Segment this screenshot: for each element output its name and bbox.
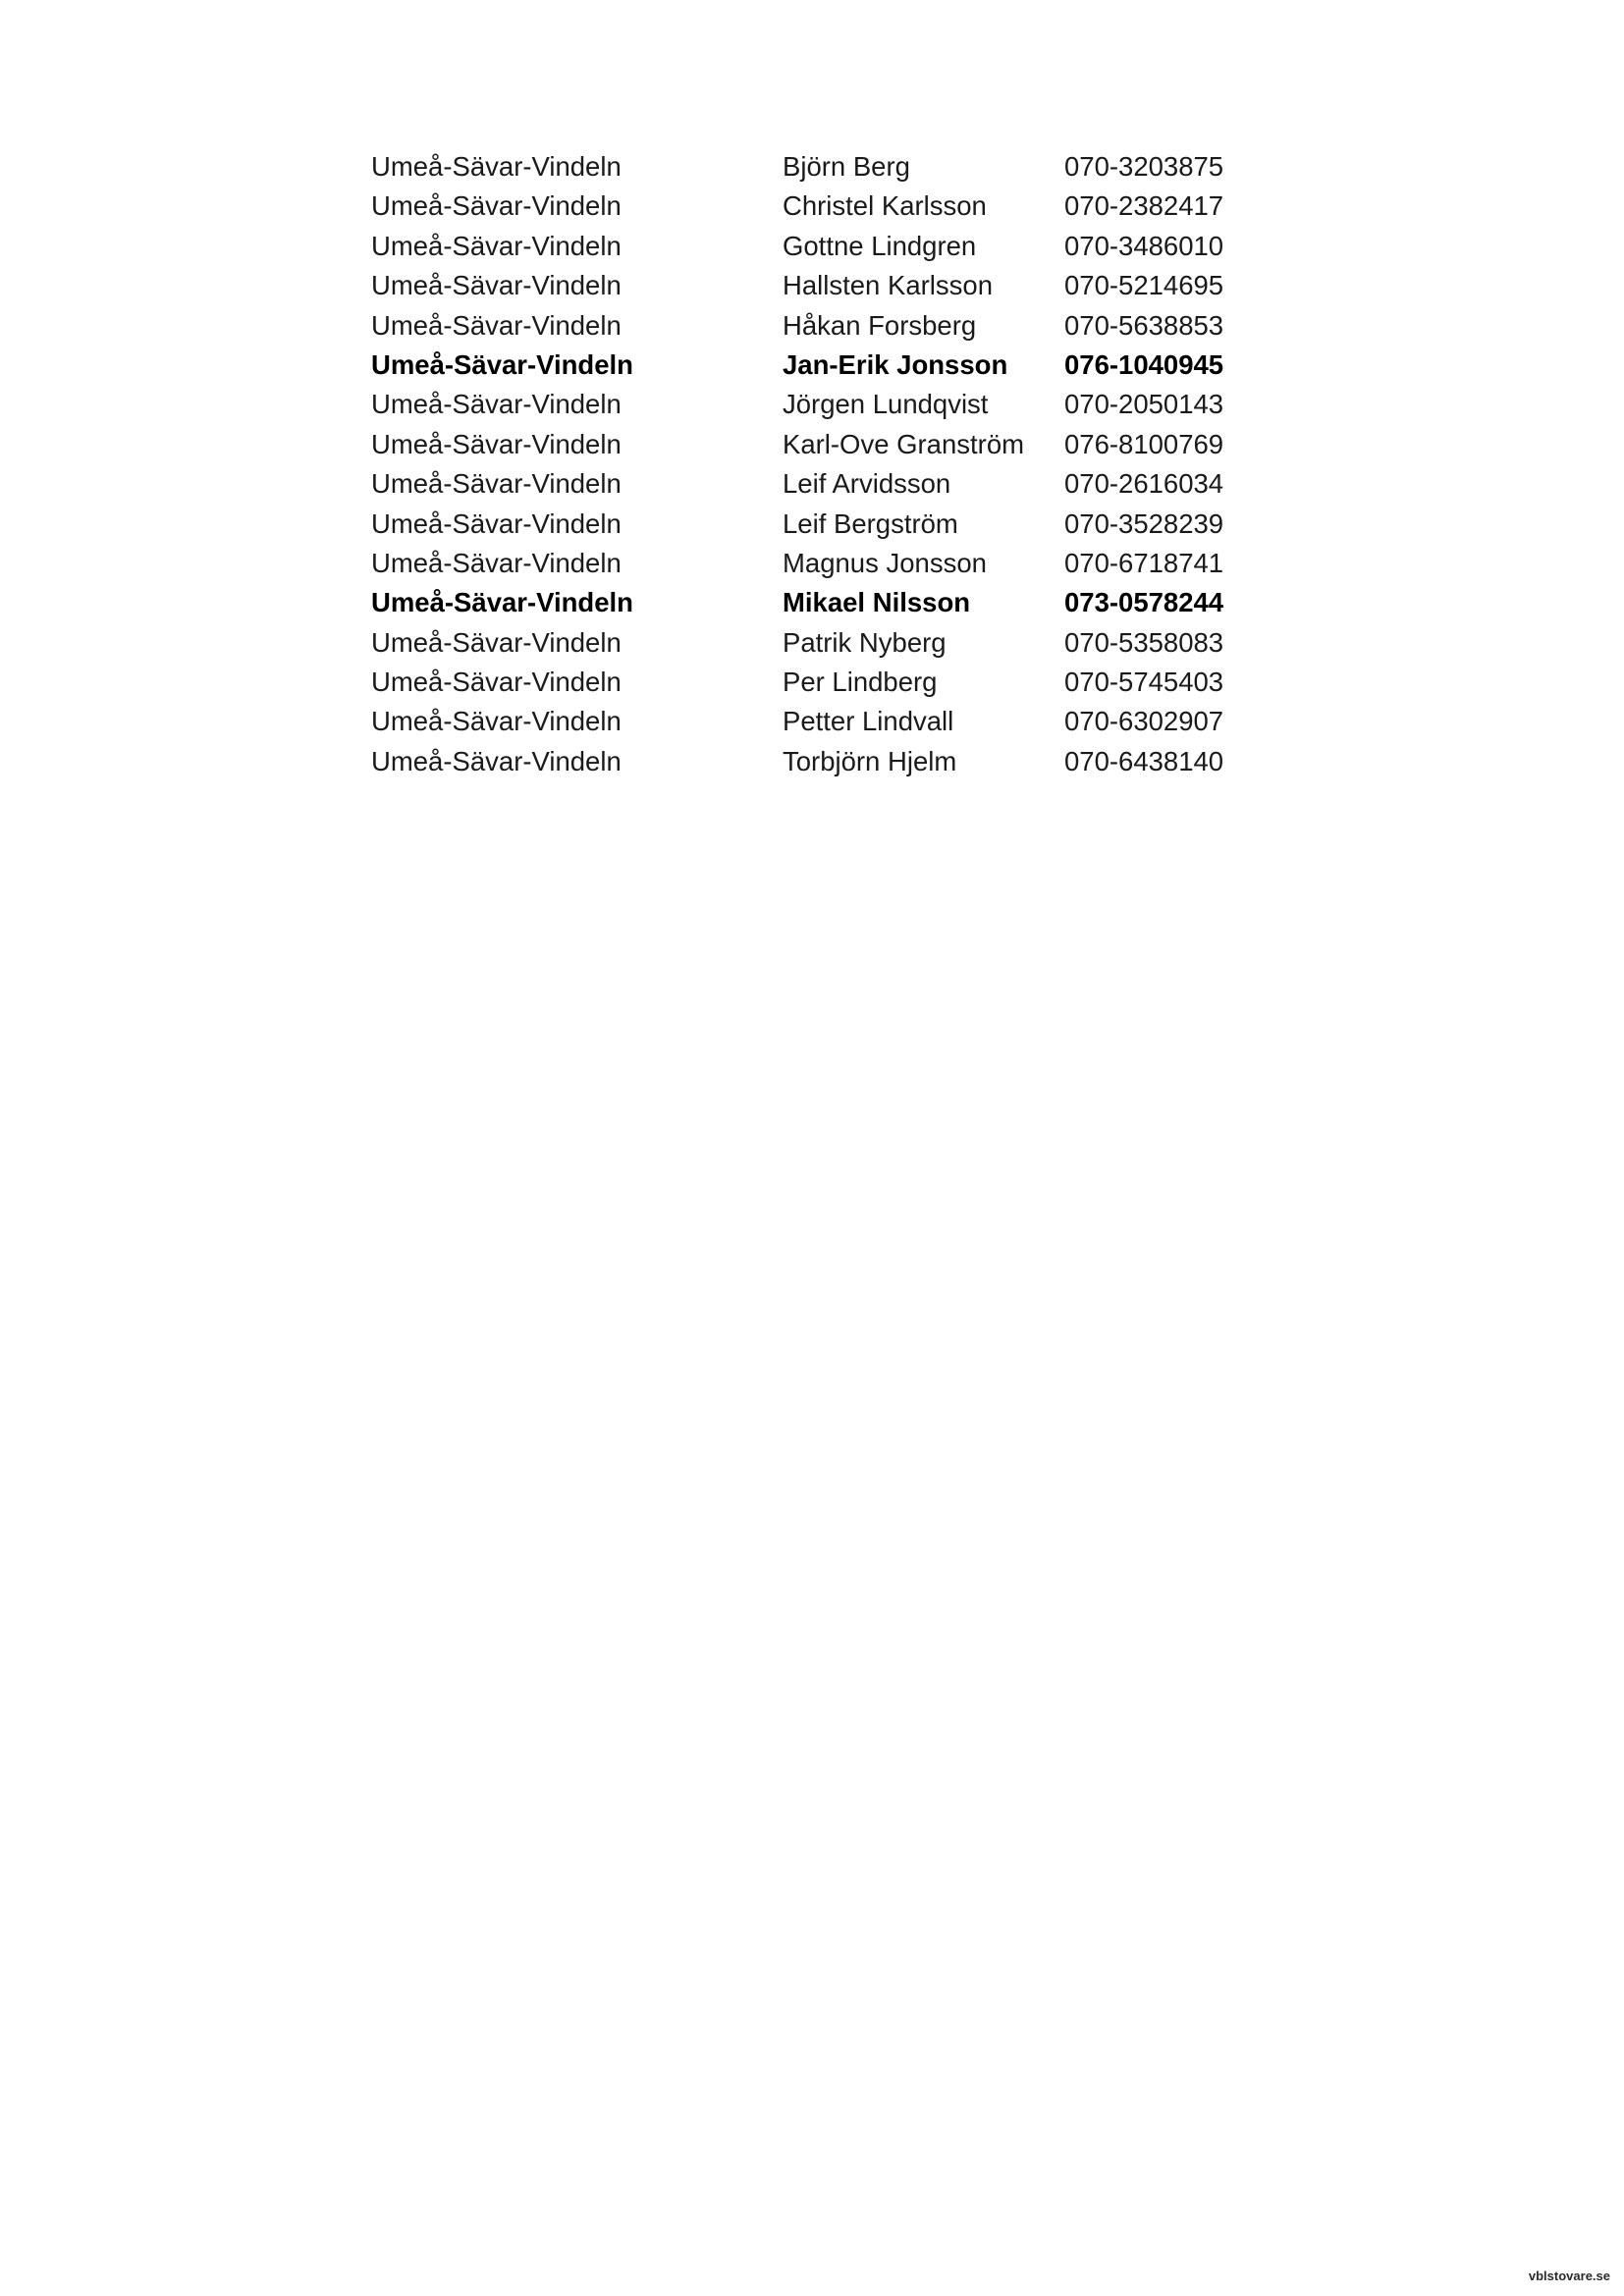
- contact-phone: 070-6438140: [1064, 745, 1224, 776]
- contact-row: [371, 742, 1255, 781]
- contact-phone: 070-3528239: [1064, 507, 1224, 539]
- contact-name: Torbjörn Hjelm: [783, 745, 957, 776]
- contact-row: [371, 306, 1255, 346]
- contact-row: [371, 623, 1255, 663]
- contact-area: Umeå-Sävar-Vindeln: [371, 230, 622, 261]
- contact-row: [371, 266, 1255, 305]
- contact-area: Umeå-Sävar-Vindeln: [371, 507, 622, 539]
- contact-phone: 070-6302907: [1064, 706, 1224, 737]
- contact-area: Umeå-Sävar-Vindeln: [371, 587, 633, 618]
- contact-phone: 070-5638853: [1064, 309, 1224, 341]
- contact-row: [371, 464, 1255, 504]
- contact-row: [371, 385, 1255, 424]
- contact-row: [371, 227, 1255, 266]
- contact-phone: 070-5214695: [1064, 270, 1224, 301]
- contact-area: Umeå-Sävar-Vindeln: [371, 706, 622, 737]
- contact-name: Petter Lindvall: [783, 706, 954, 737]
- contact-phone: 070-2050143: [1064, 389, 1224, 420]
- contact-row: [371, 663, 1255, 702]
- contact-phone: 070-3486010: [1064, 230, 1224, 261]
- contact-phone: 076-8100769: [1064, 428, 1224, 459]
- contact-area: Umeå-Sävar-Vindeln: [371, 547, 622, 578]
- contact-name: Jörgen Lundqvist: [783, 389, 989, 420]
- contact-name: Karl-Ove Granström: [783, 428, 1025, 459]
- contact-area: Umeå-Sävar-Vindeln: [371, 468, 622, 500]
- contact-area: Umeå-Sävar-Vindeln: [371, 190, 622, 222]
- contact-name: Leif Arvidsson: [783, 468, 951, 500]
- contact-phone: 076-1040945: [1064, 348, 1224, 380]
- contact-phone: 070-5358083: [1064, 626, 1224, 658]
- contact-name: Håkan Forsberg: [783, 309, 977, 341]
- contact-area: Umeå-Sävar-Vindeln: [371, 626, 622, 658]
- contact-name: Per Lindberg: [783, 667, 938, 698]
- contact-name: Björn Berg: [783, 151, 910, 182]
- contact-row: [371, 147, 1255, 187]
- contact-area: Umeå-Sävar-Vindeln: [371, 151, 622, 182]
- contact-phone: 070-2382417: [1064, 190, 1224, 222]
- contact-area: Umeå-Sävar-Vindeln: [371, 745, 622, 776]
- contact-name: Magnus Jonsson: [783, 547, 987, 578]
- contact-row: [371, 583, 1255, 622]
- contact-name: Christel Karlsson: [783, 190, 987, 222]
- contact-area: Umeå-Sävar-Vindeln: [371, 309, 622, 341]
- contact-row: [371, 544, 1255, 583]
- contact-name: Hallsten Karlsson: [783, 270, 993, 301]
- contact-name: Patrik Nyberg: [783, 626, 947, 658]
- contact-row: [371, 505, 1255, 544]
- contact-area: Umeå-Sävar-Vindeln: [371, 667, 622, 698]
- contact-name: Gottne Lindgren: [783, 230, 977, 261]
- contact-area: Umeå-Sävar-Vindeln: [371, 389, 622, 420]
- contact-area: Umeå-Sävar-Vindeln: [371, 270, 622, 301]
- contact-row: [371, 702, 1255, 741]
- contact-phone: 070-6718741: [1064, 547, 1224, 578]
- contact-phone: 070-5745403: [1064, 667, 1224, 698]
- contact-phone: 070-3203875: [1064, 151, 1224, 182]
- contact-name: Jan-Erik Jonsson: [783, 348, 1008, 380]
- contact-row: [371, 187, 1255, 226]
- contact-area: Umeå-Sävar-Vindeln: [371, 428, 622, 459]
- contact-row: [371, 346, 1255, 385]
- contact-area: Umeå-Sävar-Vindeln: [371, 348, 633, 380]
- contact-list: [371, 147, 1255, 781]
- contact-row: [371, 425, 1255, 464]
- contact-phone: 070-2616034: [1064, 468, 1224, 500]
- contact-name: Mikael Nilsson: [783, 587, 971, 618]
- contact-phone: 073-0578244: [1064, 587, 1224, 618]
- contact-name: Leif Bergström: [783, 507, 958, 539]
- footer-site-label: vblstovare.se: [1528, 2269, 1610, 2283]
